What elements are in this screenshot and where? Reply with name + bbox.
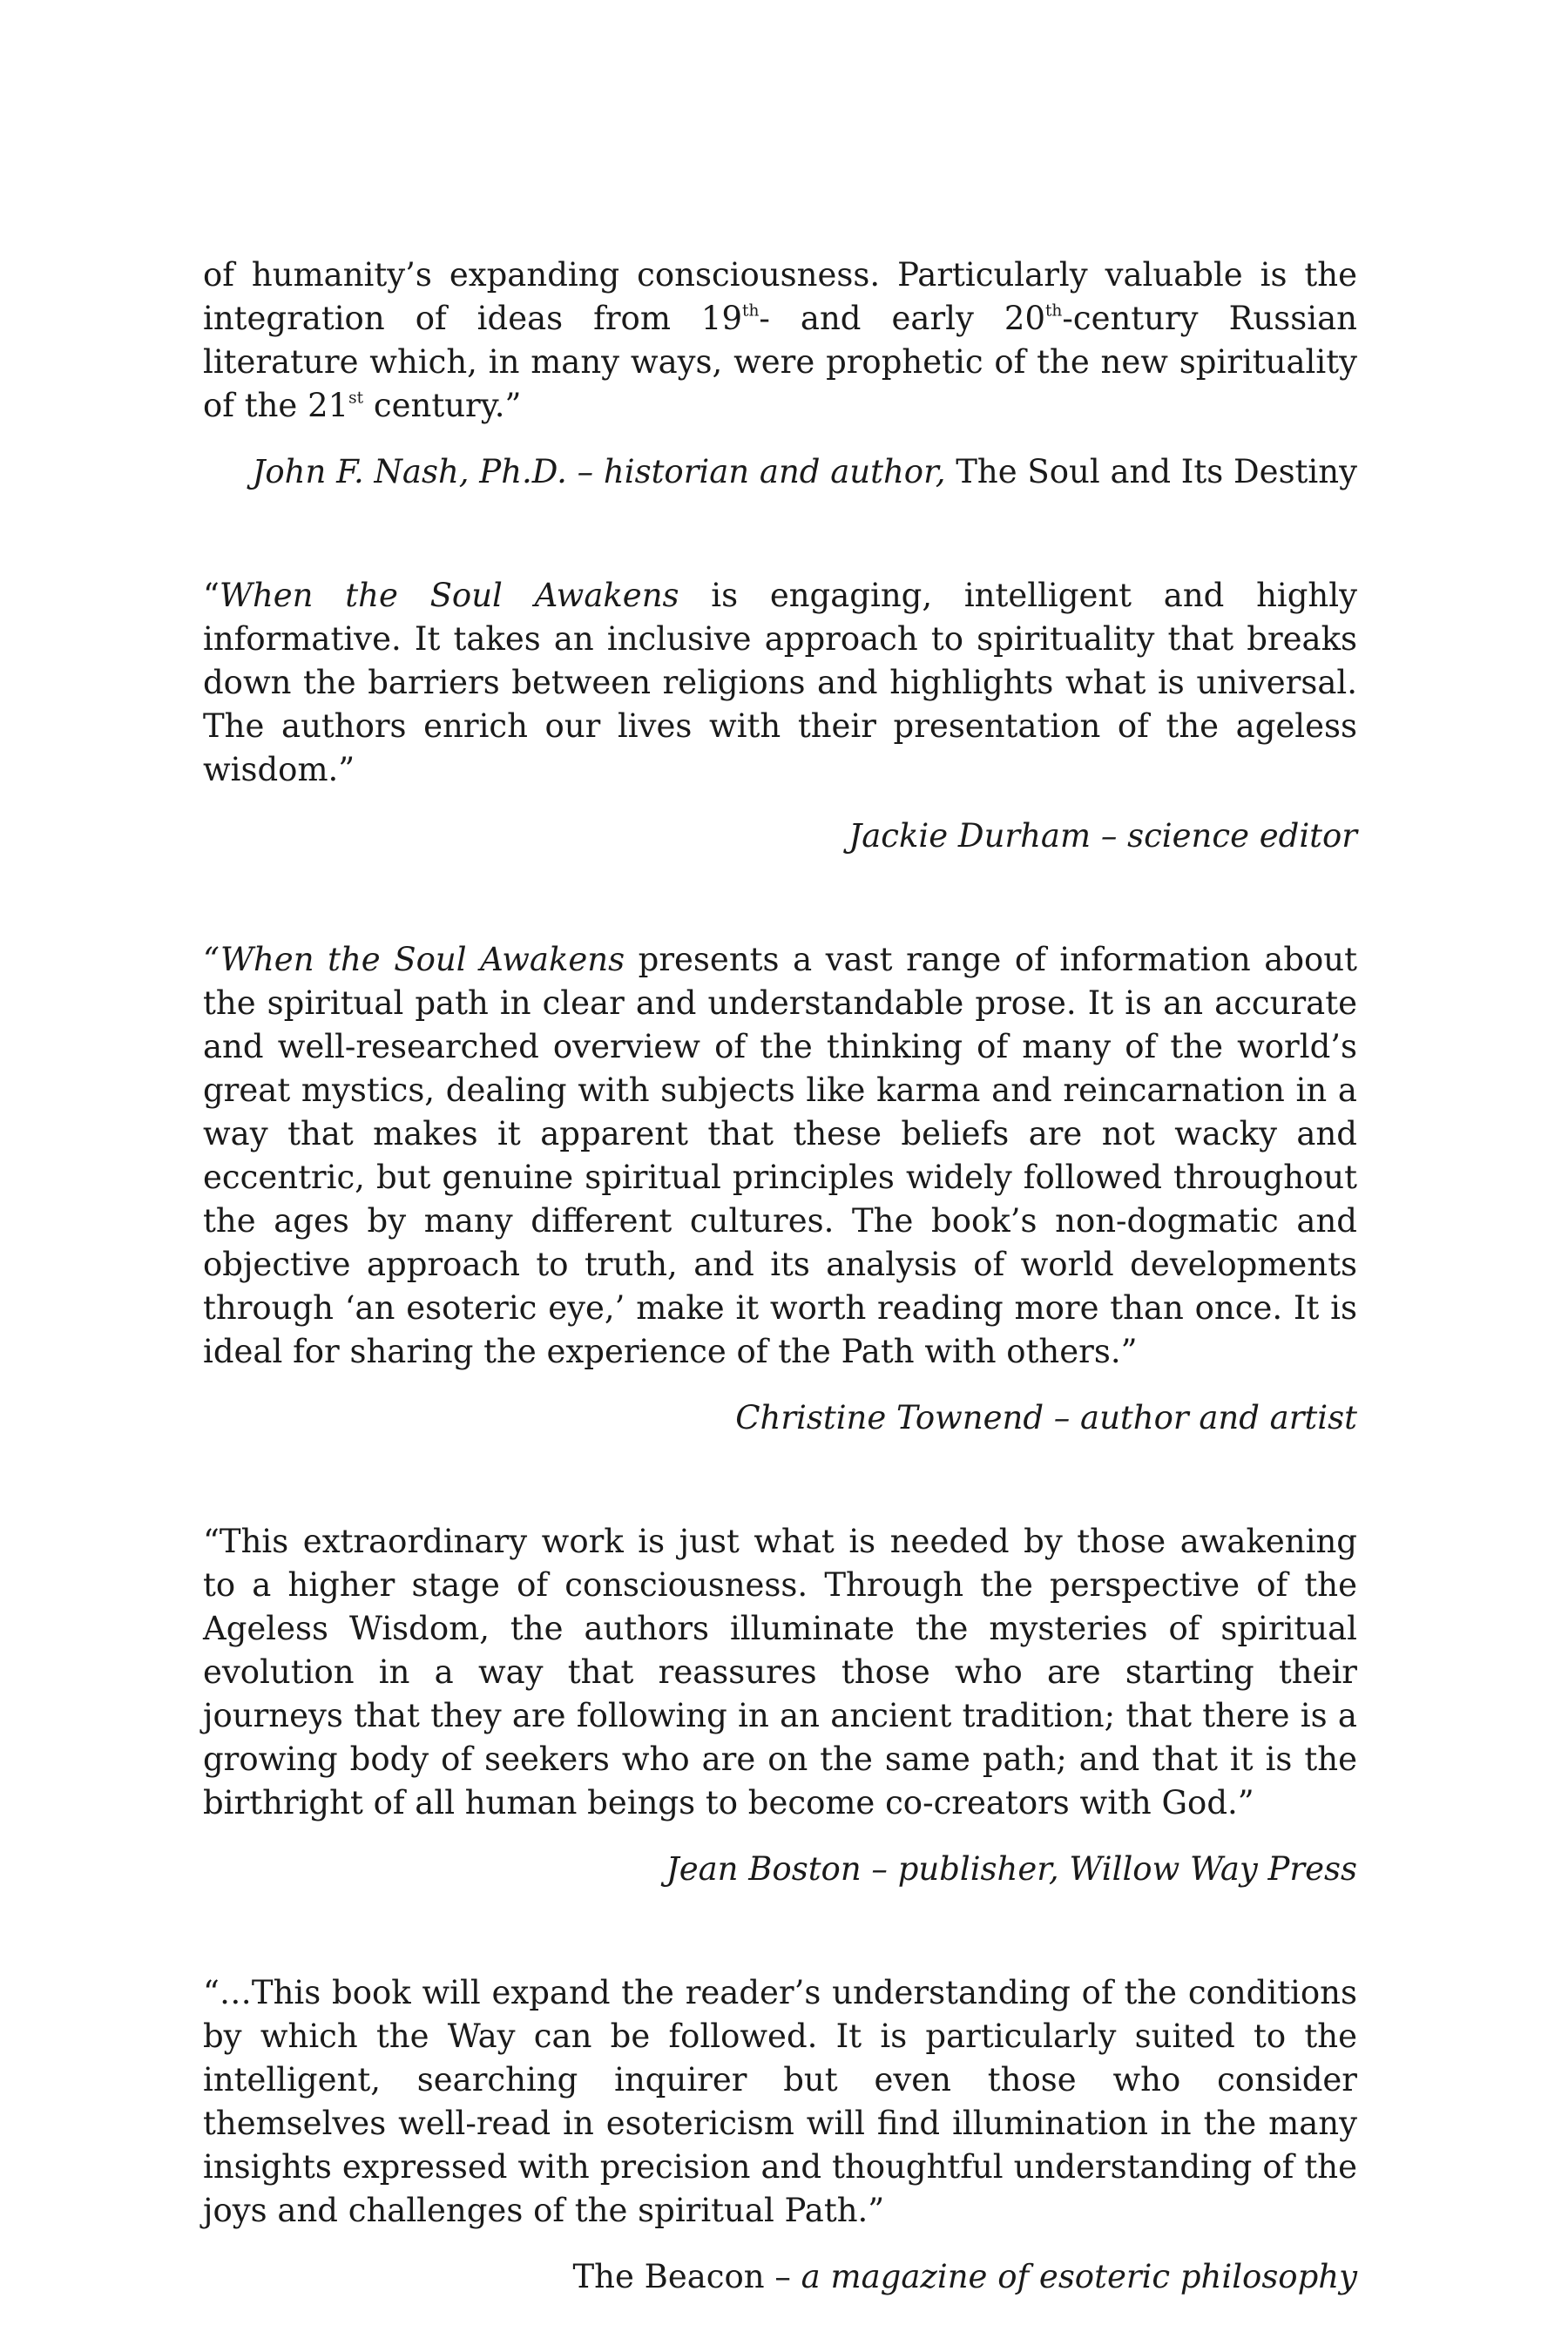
testimonial-beacon (203, 1971, 1357, 2299)
testimonial-quote: “When the Soul Awakens presents a vast range of information about the spiritual path in clear and understandable prose. It is an accurate and well-researched overview of the thinking of many of the world’s great mystics, dealing with subjects like karma and reincarnation in a way that makes it apparent that these beliefs are not wacky and eccentric, but genuine spiritual principles widely followed throughout the ages by many different cultures. The book’s non-dogmatic and objective approach to truth, and its analysis of world developments through ‘an esoteric eye,’ make it worth reading more than once. It is ideal for sharing the experience of the Path with others.” (203, 941, 1357, 1370)
testimonial-quote: “This extraordinary work is just what is needed by those awakening to a higher stage of consciousness. Through the perspective of the Ageless Wisdom, the authors illuminate the mysteries of spiritual evolution in a way that reassures those who are starting their journeys that they are following in an ancient tradition; that there is a growing body of seekers who are on the same path; and that it is the birthright of all human beings to become co-creators with God.” (203, 1523, 1357, 1821)
testimonial-townend (203, 938, 1357, 1440)
testimonial-boston (203, 1520, 1357, 1891)
testimonial-durham (203, 574, 1357, 858)
testimonial-attribution: John F. Nash, Ph.D. – historian and author, The Soul and Its Destiny (252, 453, 1357, 490)
testimonial-attribution: Jean Boston – publisher, Willow Way Press (666, 1850, 1357, 1888)
testimonial-quote: of humanity’s expanding consciousness. Particularly valuable is the integration of ideas from 19th- and early 20th-century Russian literature which, in many ways, were prophetic of the new spirituality of the 21st century.” (203, 256, 1357, 424)
testimonial-quote: “When the Soul Awakens is engaging, intelligent and highly informative. It takes an inclusive approach to spirituality that breaks down the barriers between religions and highlights what is universal. The authors enrich our lives with their presentation of the ageless wisdom.” (203, 577, 1358, 788)
testimonial-attribution: Jackie Durham – science editor (848, 817, 1357, 855)
testimonial-attribution: Christine Townend – author and artist (735, 1399, 1357, 1436)
book-page (203, 253, 1357, 2299)
testimonial-attribution: The Beacon – a magazine of esoteric philosophy (572, 2258, 1357, 2295)
testimonial-quote: “…This book will expand the reader’s understanding of the conditions by which the Way can be followed. It is particularly suited to the intelligent, searching inquirer but even those who consider themselves well-read in esotericism will find illumination in the many insights expressed with precision and thoughtful understanding of the joys and challenges of the spiritual Path.” (203, 1974, 1357, 2229)
testimonial-nash (203, 253, 1357, 494)
